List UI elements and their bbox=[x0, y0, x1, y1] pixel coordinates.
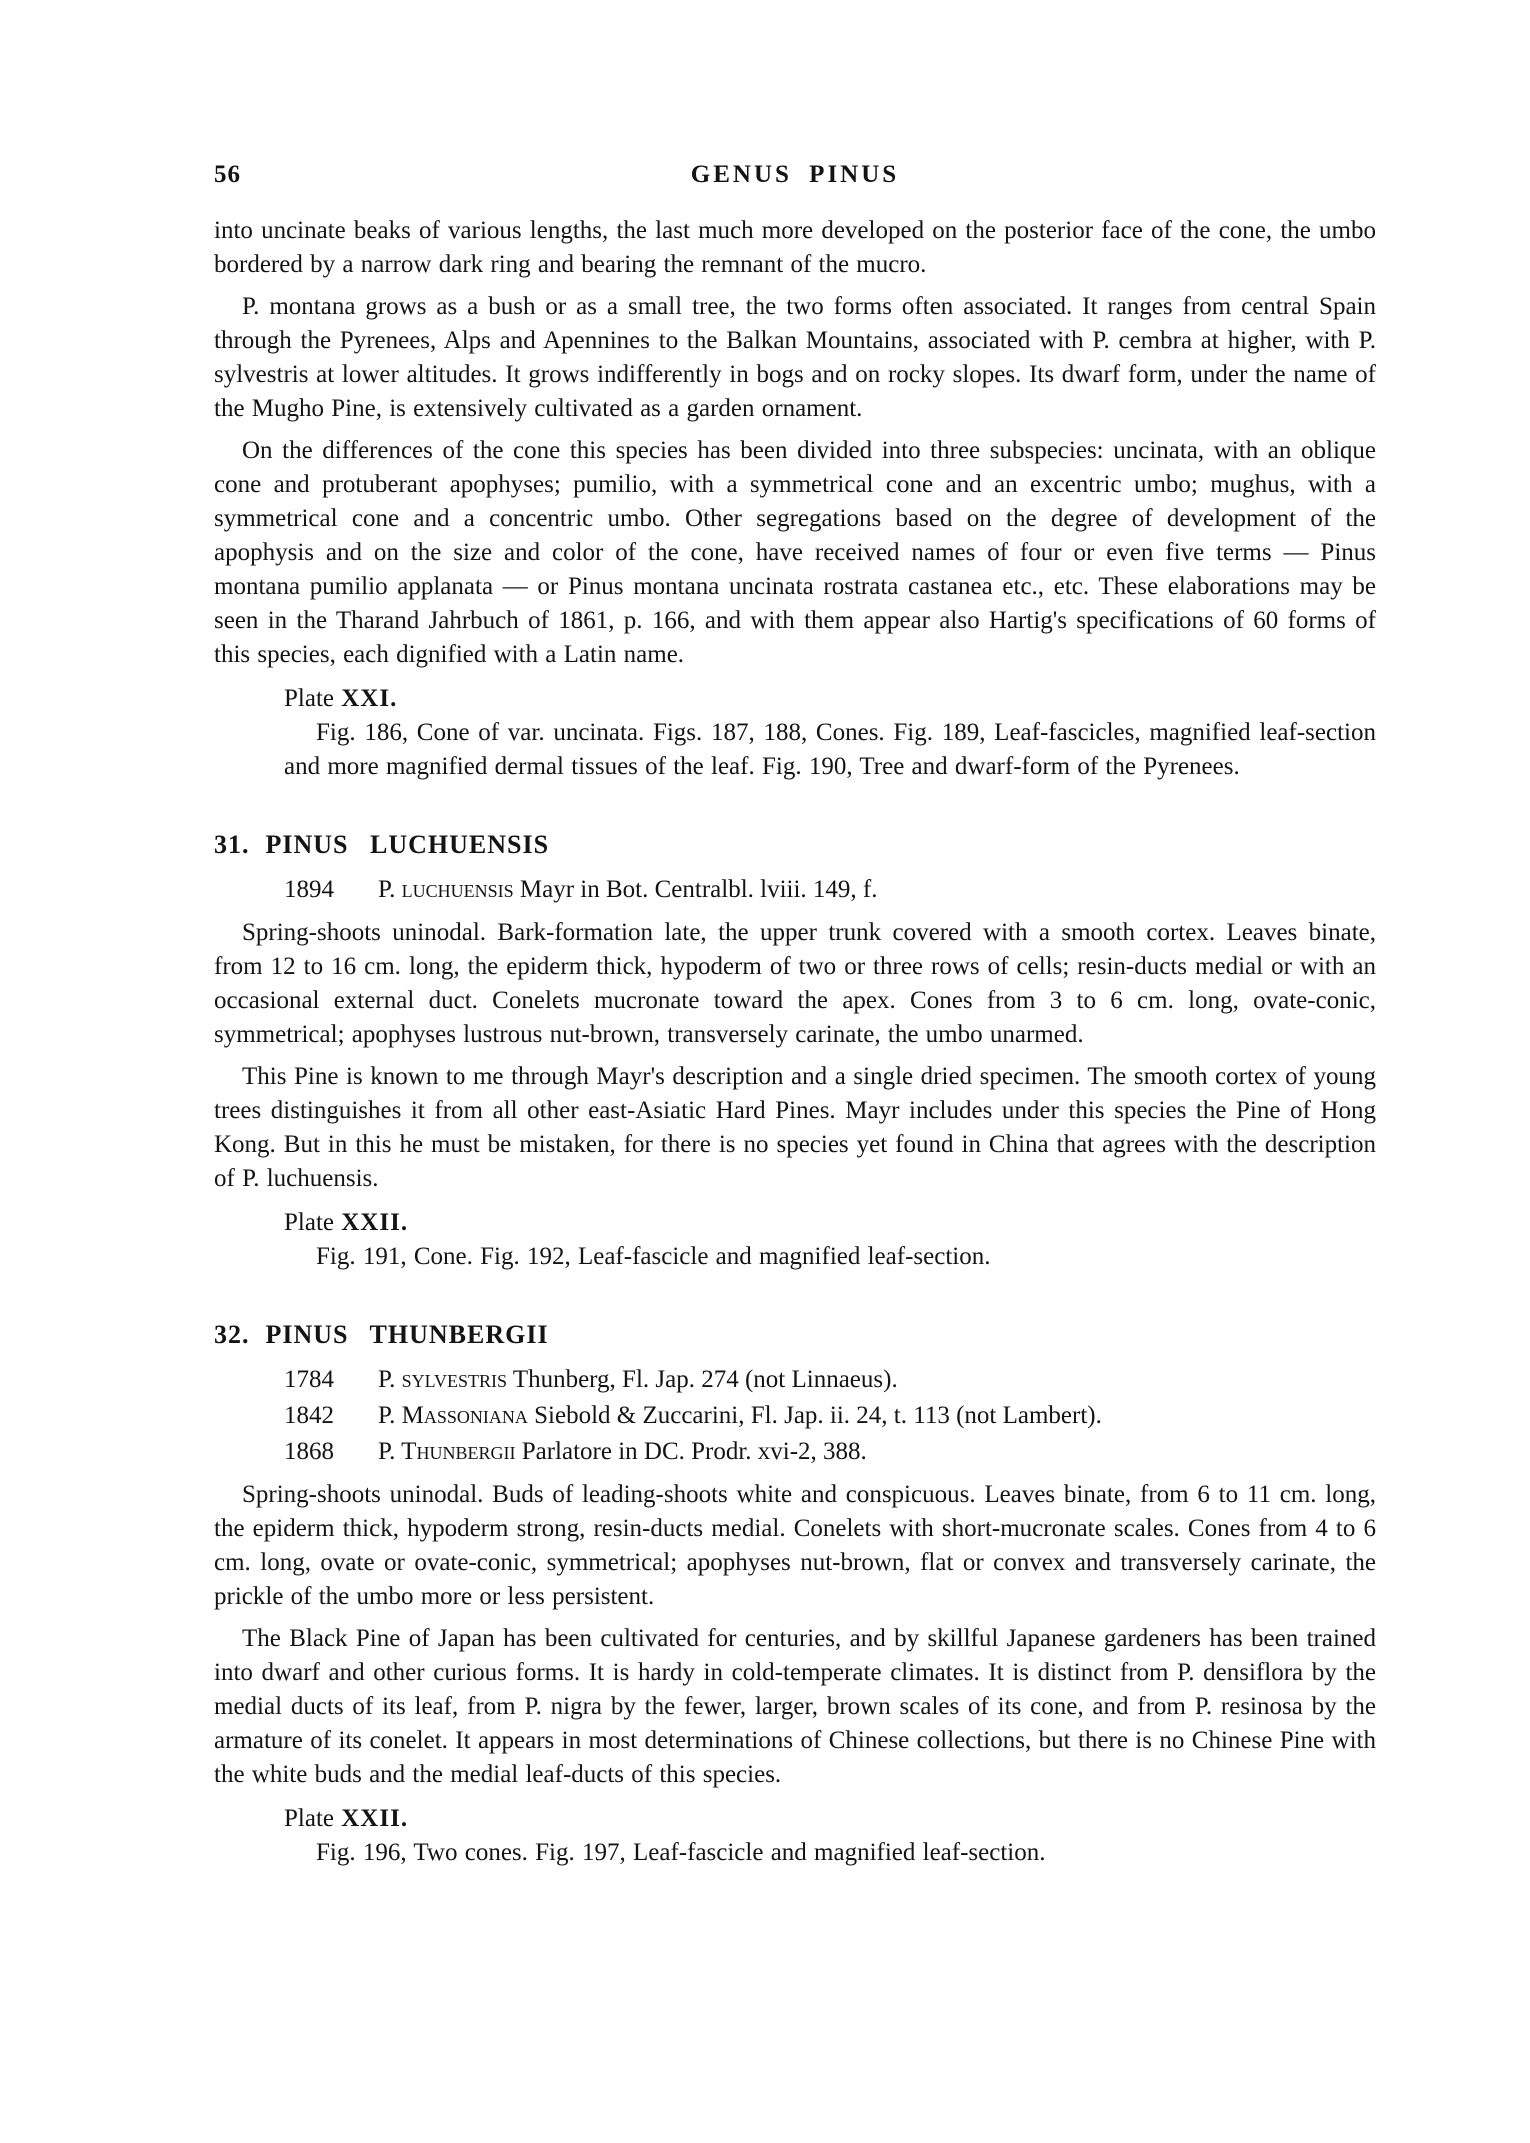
paragraph-montana-continuation: into uncinate beaks of various lengths, the last much more developed on the posterior face of the cone, the umbo bordered by a narrow dark ring and bearing the remnant of the mucro. bbox=[214, 217, 1376, 278]
species-heading-luchuensis bbox=[214, 828, 1376, 862]
plate-xxi-block bbox=[284, 682, 1376, 784]
synonym-citation: Siebold & Zuccarini, Fl. Jap. ii. 24, t. 113 (not Lambert). bbox=[534, 1402, 1102, 1429]
plate-xxii-block-luchuensis bbox=[284, 1206, 1376, 1274]
species-name: PINUS LUCHUENSIS bbox=[265, 830, 550, 859]
synonym-year: 1842 bbox=[284, 1402, 334, 1429]
paragraph-luchuensis-description: Spring-shoots uninodal. Bark-formation late, the upper trunk covered with a smooth cortex. Leaves binate, from 12 to 16 cm. long, the epiderm thick, hypoderm of two or three rows of cells; resin-ducts medial or with an occasional external duct. Conelets mucronate toward the apex. Cones from 3 to 6 cm. long, ovate-conic, symmetrical; apophyses lustrous nut-brown, transversely carinate, the umbo unarmed. bbox=[214, 919, 1376, 1048]
synonym-list-thunbergii bbox=[284, 1362, 1376, 1470]
synonym-year: 1868 bbox=[284, 1438, 334, 1465]
plate-number: XXII. bbox=[341, 1805, 409, 1832]
species-heading-thunbergii bbox=[214, 1318, 1376, 1352]
synonym-species-name: P. Massoniana bbox=[378, 1402, 528, 1429]
plate-label: Plate bbox=[284, 1805, 334, 1832]
paragraph-montana-subspecies: On the differences of the cone this species has been divided into three subspecies: uncinata, with an oblique cone and protuberant apophyses; pumilio, with a symmetrical cone and an excentric umbo; mughus, with a symmetrical cone and a concentric umbo. Other segregations based on the degree of development of the apophysis and on the size and color of the cone, have received names of four or even five terms — Pinus montana pumilio applanata — or Pinus montana uncinata rostrata castanea etc., etc. These elaborations may be seen in the Tharand Jahrbuch of 1861, p. 166, and with them appear also Hartig's specifications of 60 forms of this species, each dignified with a Latin name. bbox=[214, 437, 1376, 668]
species-number: 32. bbox=[214, 1320, 250, 1349]
plate-xxii-title bbox=[284, 1802, 1376, 1836]
paragraph-thunbergii-discussion: The Black Pine of Japan has been cultivated for centuries, and by skillful Japanese gardeners has been trained into dwarf and other curious forms. It is hardy in cold-temperate climates. It is distinct from P. densiflora by the medial ducts of its leaf, from P. nigra by the fewer, larger, brown scales of its cone, and from P. resinosa by the armature of its conelet. It appears in most determinations of Chinese collections, but there is no Chinese Pine with the white buds and the medial leaf-ducts of this species. bbox=[214, 1625, 1376, 1788]
plate-number: XXII. bbox=[341, 1209, 409, 1236]
page-number: 56 bbox=[214, 161, 241, 188]
plate-xxi-caption: Fig. 186, Cone of var. uncinata. Figs. 187, 188, Cones. Fig. 189, Leaf-fascicles, magnified leaf-section and more magnified dermal tissues of the leaf. Fig. 190, Tree and dwarf-form of the Pyrenees. bbox=[284, 719, 1376, 780]
synonym-citation: Mayr in Bot. Centralbl. lviii. 149, f. bbox=[519, 876, 878, 903]
synonym-entry bbox=[284, 872, 1376, 908]
plate-xxii-title bbox=[284, 1206, 1376, 1240]
plate-label: Plate bbox=[284, 1209, 334, 1236]
synonym-year: 1784 bbox=[284, 1366, 334, 1393]
plate-xxi-title bbox=[284, 682, 1376, 716]
synonym-species-name: P. Thunbergii bbox=[378, 1438, 516, 1465]
page-header bbox=[214, 158, 1376, 192]
plate-xxii-caption: Fig. 191, Cone. Fig. 192, Leaf-fascicle and magnified leaf-section. bbox=[316, 1243, 991, 1270]
species-number: 31. bbox=[214, 830, 250, 859]
running-title: GENUS PINUS bbox=[690, 161, 900, 188]
plate-label: Plate bbox=[284, 685, 334, 712]
synonym-year: 1894 bbox=[284, 876, 334, 903]
plate-xxii-caption: Fig. 196, Two cones. Fig. 197, Leaf-fascicle and magnified leaf-section. bbox=[316, 1839, 1046, 1866]
synonym-species-name: P. luchuensis bbox=[378, 876, 514, 903]
paragraph-montana-growth: P. montana grows as a bush or as a small tree, the two forms often associated. It ranges from central Spain through the Pyrenees, Alps and Apennines to the Balkan Mountains, associated with P. cembra at higher, with P. sylvestris at lower altitudes. It grows indifferently in bogs and on rocky slopes. Its dwarf form, under the name of the Mugho Pine, is extensively cultivated as a garden ornament. bbox=[214, 293, 1376, 422]
synonym-entry bbox=[284, 1362, 1376, 1398]
synonym-species-name: P. sylvestris bbox=[378, 1366, 507, 1393]
synonym-list-luchuensis bbox=[284, 872, 1376, 908]
synonym-entry bbox=[284, 1434, 1376, 1470]
synonym-citation: Parlatore in DC. Prodr. xvi-2, 388. bbox=[521, 1438, 867, 1465]
plate-xxii-block-thunbergii bbox=[284, 1802, 1376, 1870]
plate-number: XXI. bbox=[341, 685, 398, 712]
synonym-citation: Thunberg, Fl. Jap. 274 (not Linnaeus). bbox=[512, 1366, 898, 1393]
text-column bbox=[214, 0, 1376, 1870]
synonym-entry bbox=[284, 1398, 1376, 1434]
paragraph-luchuensis-discussion: This Pine is known to me through Mayr's description and a single dried specimen. The smooth cortex of young trees distinguishes it from all other east-Asiatic Hard Pines. Mayr includes under this species the Pine of Hong Kong. But in this he must be mistaken, for there is no species yet found in China that agrees with the description of P. luchuensis. bbox=[214, 1063, 1376, 1192]
species-name: PINUS THUNBERGII bbox=[265, 1320, 549, 1349]
paragraph-thunbergii-description: Spring-shoots uninodal. Buds of leading-shoots white and conspicuous. Leaves binate, from 6 to 11 cm. long, the epiderm thick, hypoderm strong, resin-ducts medial. Conelets with short-mucronate scales. Cones from 4 to 6 cm. long, ovate or ovate-conic, symmetrical; apophyses nut-brown, flat or convex and transversely carinate, the prickle of the umbo more or less persistent. bbox=[214, 1481, 1376, 1610]
